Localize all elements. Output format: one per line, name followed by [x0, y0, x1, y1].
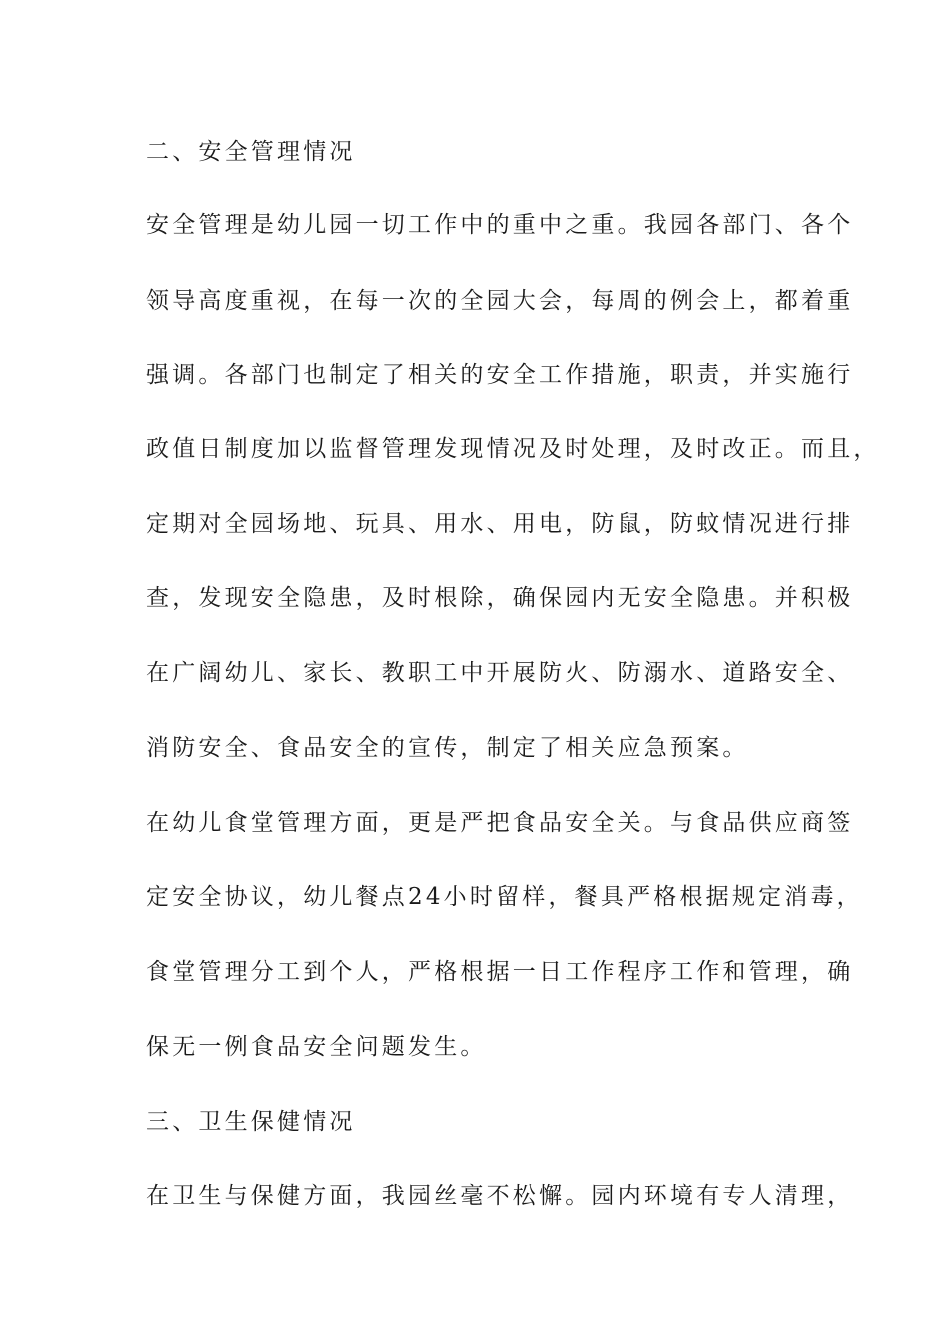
paragraph-line: 政值日制度加以监督管理发现情况及时处理，及时改正。而且， [146, 436, 880, 462]
paragraph-line: 食堂管理分工到个人，严格根据一日工作程序工作和管理，确 [146, 959, 854, 985]
paragraph-line: 查，发现安全隐患，及时根除，确保园内无安全隐患。并积极 [146, 585, 854, 611]
paragraph-line: 在卫生与保健方面，我园丝毫不松懈。园内环境有专人清理， [146, 1183, 854, 1209]
paragraph-line: 消防安全、食品安全的宣传，制定了相关应急预案。 [146, 735, 749, 761]
paragraph-line: 保无一例食品安全问题发生。 [146, 1034, 487, 1060]
paragraph-line: 定安全协议，幼儿餐点24小时留样，餐具严格根据规定消毒， [146, 884, 863, 910]
paragraph-line: 强调。各部门也制定了相关的安全工作措施，职责，并实施行 [146, 362, 854, 388]
paragraph-line: 领导高度重视，在每一次的全园大会，每周的例会上，都着重 [146, 288, 854, 314]
paragraph-line: 安全管理是幼儿园一切工作中的重中之重。我园各部门、各个 [146, 212, 854, 238]
section-heading-safety: 二、安全管理情况 [146, 139, 356, 165]
section-heading-hygiene: 三、卫生保健情况 [146, 1109, 356, 1135]
paragraph-line: 在幼儿食堂管理方面，更是严把食品安全关。与食品供应商签 [146, 810, 854, 836]
paragraph-line: 定期对全园场地、玩具、用水、用电，防鼠，防蚊情况进行排 [146, 511, 854, 537]
paragraph-line: 在广阔幼儿、家长、教职工中开展防火、防溺水、道路安全、 [146, 660, 854, 686]
